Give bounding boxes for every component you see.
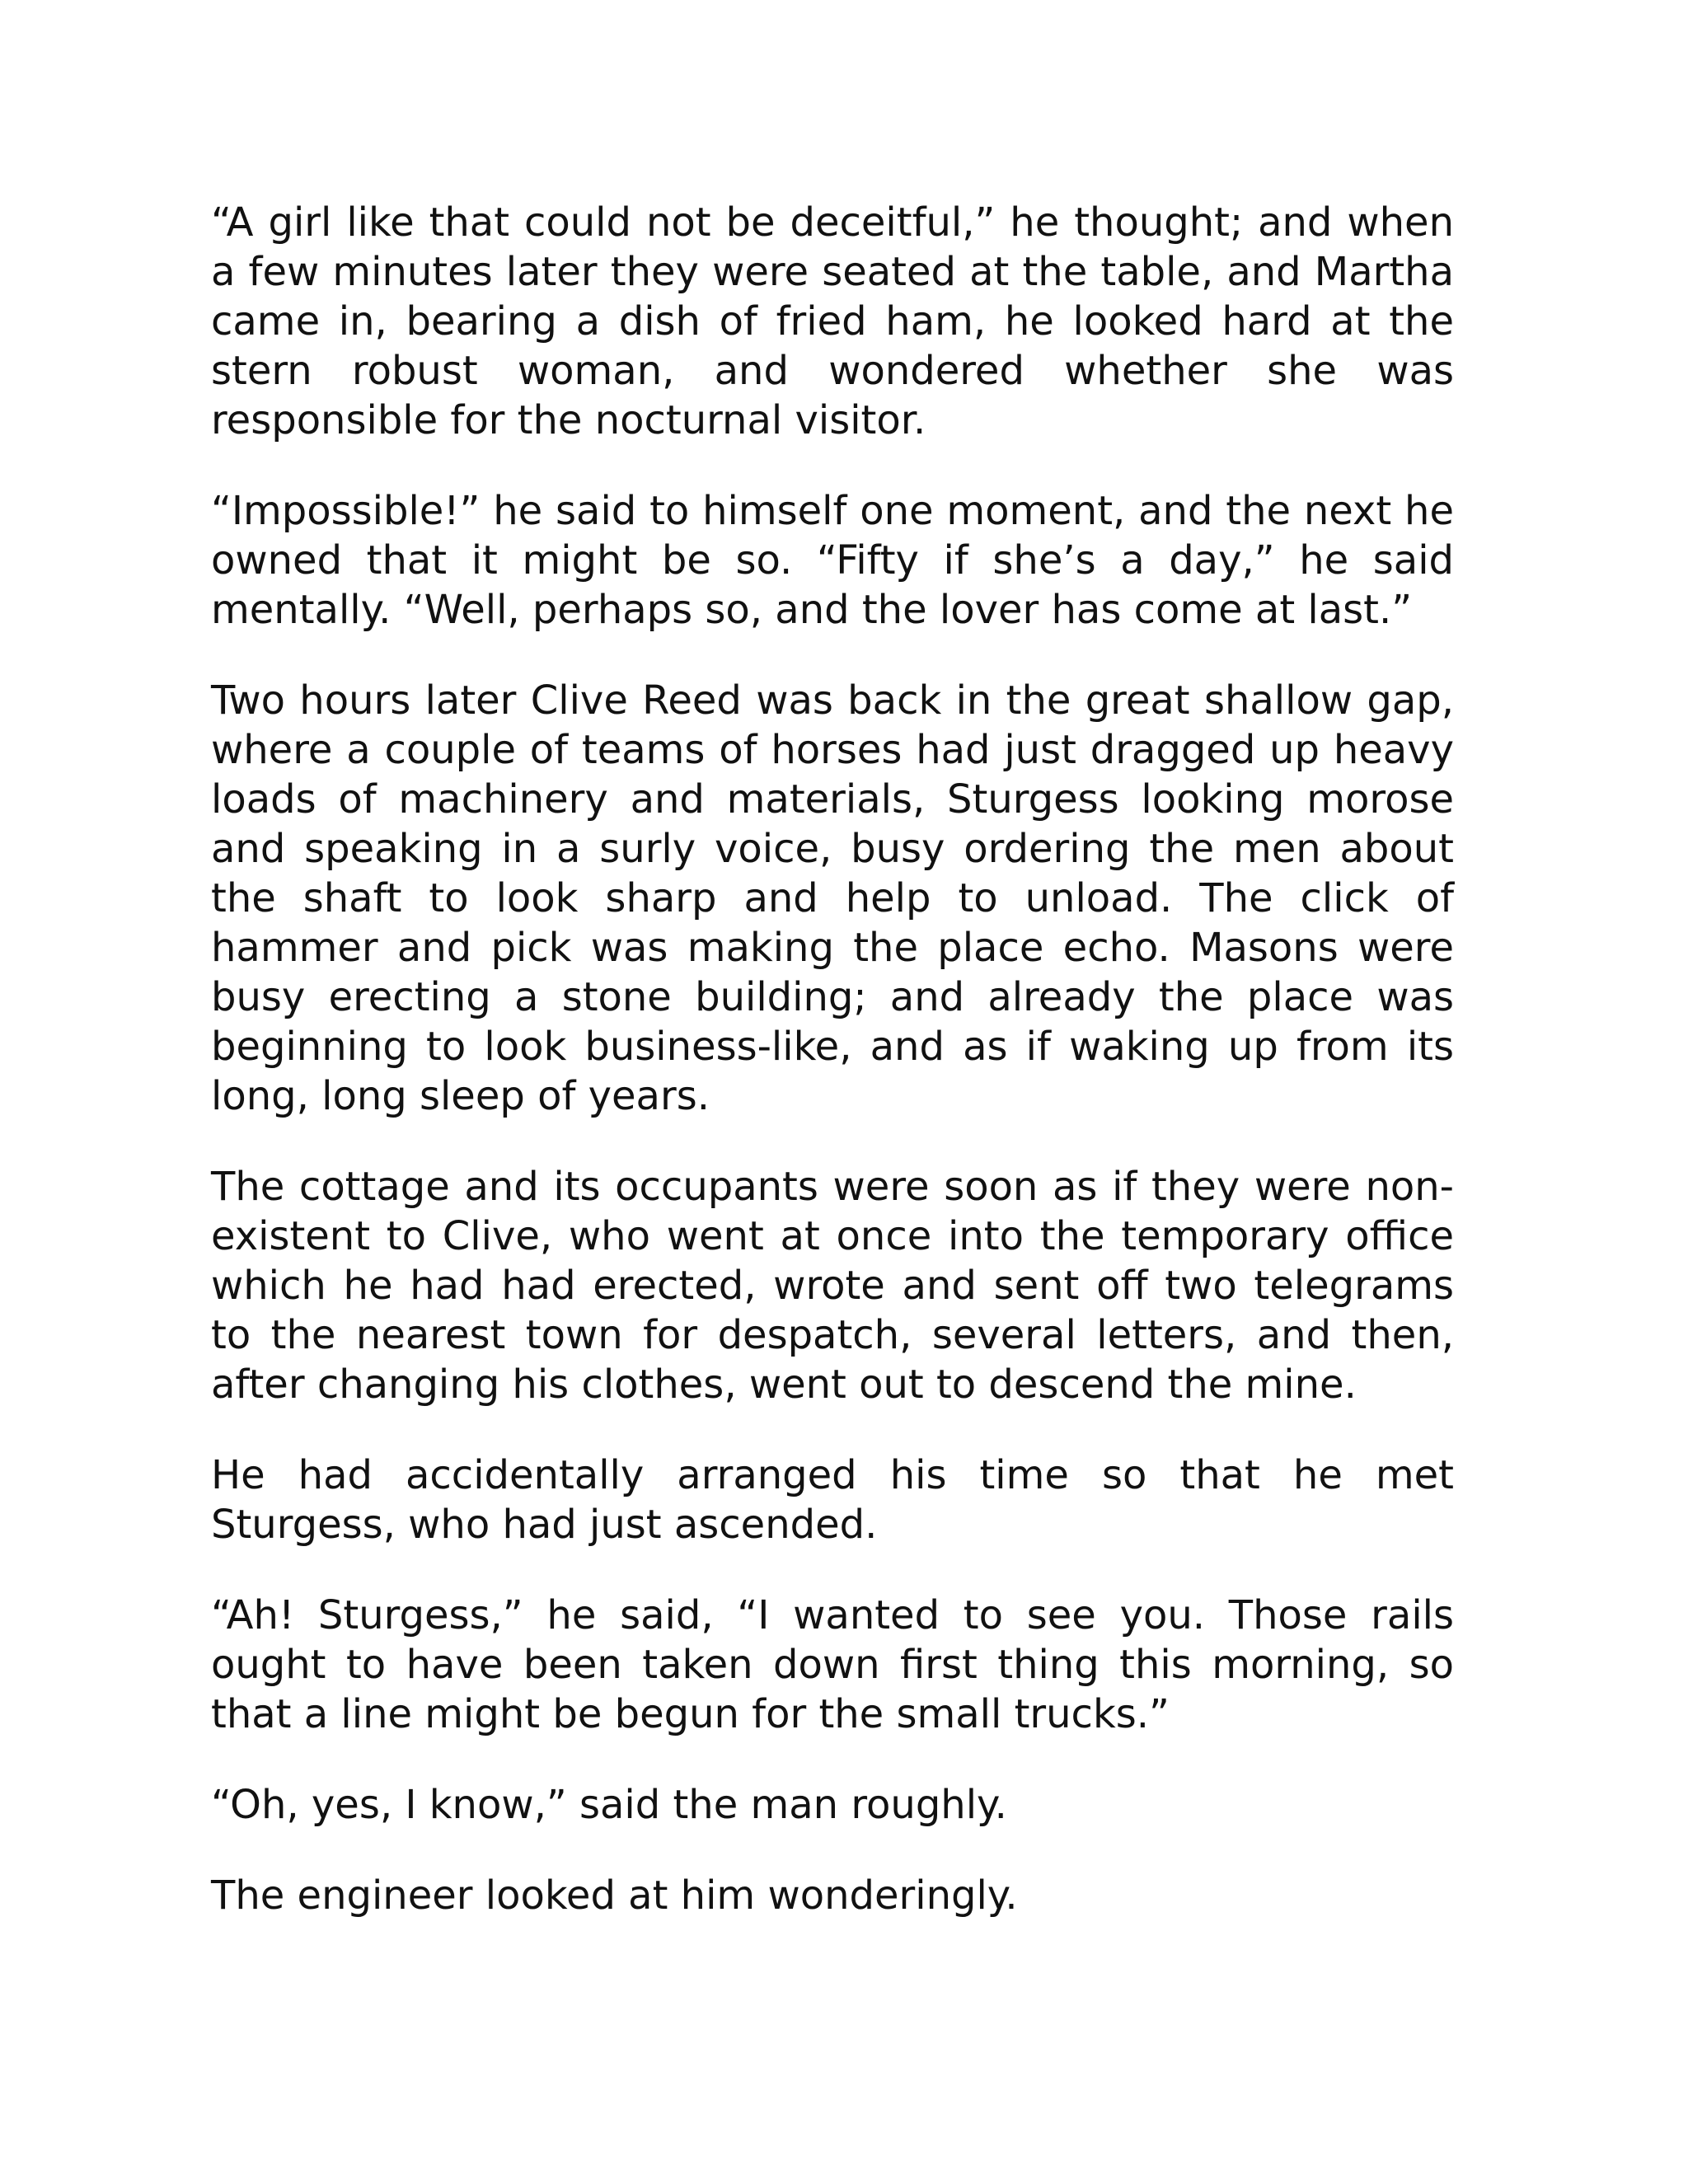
- paragraph-4: The cottage and its occupants were soon as if they were non-existent to Clive, who went at once into the temporary office which he had had erected, wrote and sent off two telegrams to the nearest town for despatch, several letters, and then, after changing his clothes, went out to descend the mine.: [211, 1164, 1454, 1408]
- paragraph-2: “Impossible!” he said to himself one moment, and the next he owned that it might be so. “Fifty if she’s a day,” he said mentally. “Well, perhaps so, and the lover has come at last.”: [211, 488, 1454, 633]
- paragraph-5: He had accidentally arranged his time so that he met Sturgess, who had just ascended.: [211, 1452, 1454, 1548]
- paragraph-1: “A girl like that could not be deceitful,” he thought; and when a few minutes later they were seated at the table, and Martha came in, bearing a dish of fried ham, he looked hard at the stern robust woman, and wondered whether she was responsible for the nocturnal visitor.: [211, 199, 1454, 443]
- paragraph-6: “Ah! Sturgess,” he said, “I wanted to see you. Those rails ought to have been taken down first thing this morning, so that a line might be begun for the small trucks.”: [211, 1592, 1454, 1737]
- paragraph-3: Two hours later Clive Reed was back in the great shallow gap, where a couple of teams of horses had just dragged up heavy loads of machinery and materials, Sturgess looking morose and speaking in a surly voice, busy ordering the men about the shaft to look sharp and help to unload. The click of hammer and pick was making the place echo. Masons were busy erecting a stone building; and already the place was beginning to look business-like, and as if waking up from its long, long sleep of years.: [211, 677, 1454, 1119]
- paragraph-7: “Oh, yes, I know,” said the man roughly.: [211, 1782, 1007, 1828]
- document-page: [211, 198, 1454, 1961]
- paragraph-8: The engineer looked at him wonderingly.: [211, 1872, 1018, 1919]
